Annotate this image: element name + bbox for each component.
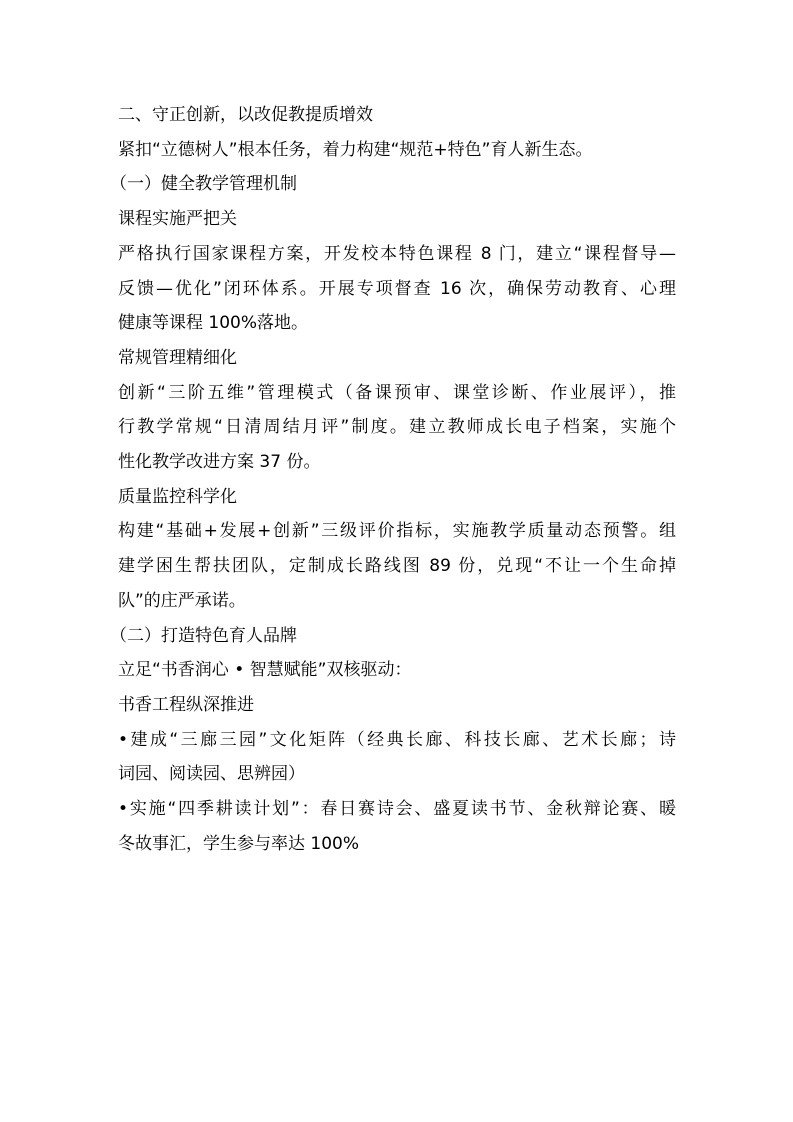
paragraph-line: 队”的庄严承诺。 [118, 590, 246, 611]
bullet-line: 词园、阅读园、思辨园） [118, 764, 305, 785]
paragraph-line: 严格执行国家课程方案，开发校本特色课程 8 门，建立“课程督导— [118, 243, 676, 264]
bullet-line: •建成“三廊三园”文化矩阵（经典长廊、科技长廊、艺术长廊；诗 [118, 729, 676, 750]
paragraph-line: 建学困生帮扶团队，定制成长路线图 89 份，兑现“不让一个生命掉 [118, 556, 676, 577]
paragraph-line: 创新“三阶五维”管理模式（备课预审、课堂诊断、作业展评），推 [118, 382, 676, 403]
paragraph-line: 行教学常规“日清周结月评”制度。建立教师成长电子档案，实施个 [118, 417, 676, 438]
item-heading: 常规管理精细化 [118, 347, 237, 368]
paragraph-line: 构建“基础+发展+创新”三级评价指标，实施教学质量动态预警。组 [118, 521, 676, 542]
bullet-line: •实施“四季耕读计划”：春日赛诗会、盛夏读书节、金秋辩论赛、暖 [118, 799, 676, 820]
document-body [110, 98, 676, 861]
paragraph-line: 健康等课程 100%落地。 [118, 313, 309, 334]
item-heading: 书香工程纵深推进 [118, 694, 254, 715]
subsection-heading: （一）健全教学管理机制 [110, 174, 297, 195]
paragraph-line: 反馈—优化”闭环体系。开展专项督查 16 次，确保劳动教育、心理 [118, 278, 676, 299]
subsection-heading: （二）打造特色育人品牌 [110, 625, 297, 646]
item-heading: 质量监控科学化 [118, 486, 237, 507]
section-heading: 二、守正创新，以改促教提质增效 [118, 105, 373, 125]
intro-paragraph: 立足“书香润心 • 智慧赋能”双核驱动： [118, 660, 412, 681]
item-heading: 课程实施严把关 [118, 209, 237, 230]
bullet-line: 冬故事汇，学生参与率达 100% [118, 833, 360, 854]
paragraph-line: 性化教学改进方案 37 份。 [118, 452, 321, 473]
intro-paragraph: 紧扣“立德树人”根本任务，着力构建“规范+特色”育人新生态。 [118, 139, 593, 160]
